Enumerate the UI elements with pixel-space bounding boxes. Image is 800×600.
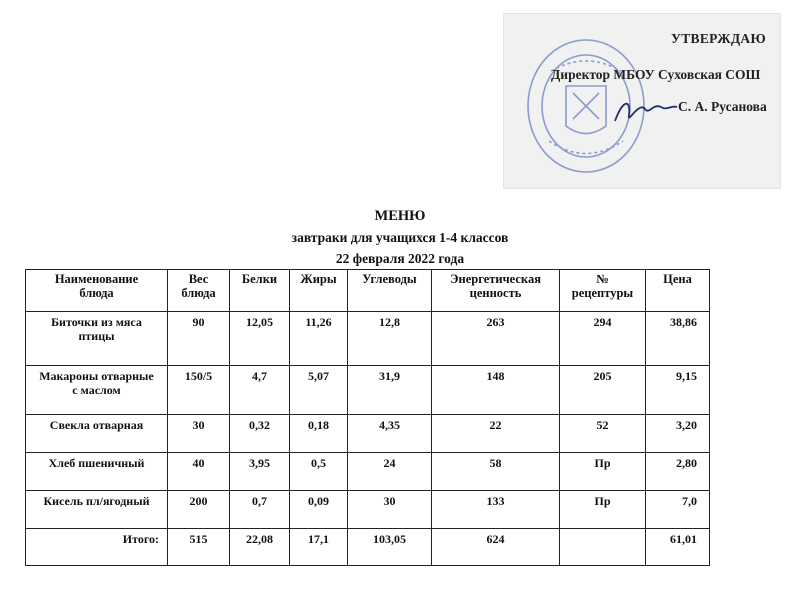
dish-fat: 0,18 xyxy=(290,415,348,453)
dish-weight: 90 xyxy=(168,312,230,366)
dish-price: 2,80 xyxy=(646,453,710,491)
dish-recipe: Пр xyxy=(560,491,646,529)
dish-price: 38,86 xyxy=(646,312,710,366)
dish-carbs: 31,9 xyxy=(348,366,432,415)
table-row xyxy=(26,366,710,415)
dish-carbs: 4,35 xyxy=(348,415,432,453)
dish-fat: 5,07 xyxy=(290,366,348,415)
dish-name: Биточки из мяса птицы xyxy=(26,312,168,366)
dish-weight: 30 xyxy=(168,415,230,453)
dish-recipe: Пр xyxy=(560,453,646,491)
dish-fat: 0,5 xyxy=(290,453,348,491)
table-header-row xyxy=(26,270,710,312)
menu-title: МЕНЮ xyxy=(374,208,426,224)
table-total-row xyxy=(26,529,710,566)
dish-fat: 0,09 xyxy=(290,491,348,529)
header-recipe-number: № рецептуры xyxy=(560,270,646,312)
header-dish-name: Наименование блюда xyxy=(26,270,168,312)
total-carbs: 103,05 xyxy=(348,529,432,566)
dish-energy: 58 xyxy=(432,453,560,491)
header-protein: Белки xyxy=(230,270,290,312)
dish-protein: 12,05 xyxy=(230,312,290,366)
menu-subtitle: завтраки для учащихся 1-4 классов xyxy=(291,230,509,245)
approval-heading: УТВЕРЖДАЮ xyxy=(671,31,766,46)
header-energy: Энергетическая ценность xyxy=(432,270,560,312)
dish-fat: 11,26 xyxy=(290,312,348,366)
menu-table xyxy=(25,269,710,566)
dish-recipe: 205 xyxy=(560,366,646,415)
table-row xyxy=(26,312,710,366)
header-weight: Вес блюда xyxy=(168,270,230,312)
dish-energy: 148 xyxy=(432,366,560,415)
dish-name: Хлеб пшеничный xyxy=(26,453,168,491)
dish-protein: 3,95 xyxy=(230,453,290,491)
dish-name: Свекла отварная xyxy=(26,415,168,453)
dish-weight: 150/5 xyxy=(168,366,230,415)
approval-position: Директор МБОУ Суховская СОШ xyxy=(551,67,761,82)
approval-signer-name: С. А. Русанова xyxy=(678,99,767,114)
signature-icon xyxy=(611,91,681,131)
dish-carbs: 30 xyxy=(348,491,432,529)
dish-recipe: 52 xyxy=(560,415,646,453)
table-row xyxy=(26,415,710,453)
total-price: 61,01 xyxy=(646,529,710,566)
total-label: Итого: xyxy=(26,529,168,566)
dish-protein: 0,7 xyxy=(230,491,290,529)
table-row xyxy=(26,453,710,491)
dish-weight: 40 xyxy=(168,453,230,491)
dish-price: 3,20 xyxy=(646,415,710,453)
total-energy: 624 xyxy=(432,529,560,566)
dish-price: 7,0 xyxy=(646,491,710,529)
approval-stamp-block xyxy=(503,13,781,189)
dish-energy: 263 xyxy=(432,312,560,366)
dish-name: Кисель пл/ягодный xyxy=(26,491,168,529)
total-fat: 17,1 xyxy=(290,529,348,566)
dish-recipe: 294 xyxy=(560,312,646,366)
menu-date: 22 февраля 2022 года xyxy=(335,251,465,266)
total-protein: 22,08 xyxy=(230,529,290,566)
dish-name: Макароны отварные с маслом xyxy=(26,366,168,415)
dish-price: 9,15 xyxy=(646,366,710,415)
dish-protein: 0,32 xyxy=(230,415,290,453)
dish-carbs: 24 xyxy=(348,453,432,491)
header-fat: Жиры xyxy=(290,270,348,312)
dish-energy: 22 xyxy=(432,415,560,453)
table-row xyxy=(26,491,710,529)
dish-energy: 133 xyxy=(432,491,560,529)
total-recipe xyxy=(560,529,646,566)
dish-protein: 4,7 xyxy=(230,366,290,415)
total-weight: 515 xyxy=(168,529,230,566)
header-carbs: Углеводы xyxy=(348,270,432,312)
dish-carbs: 12,8 xyxy=(348,312,432,366)
header-price: Цена xyxy=(646,270,710,312)
dish-weight: 200 xyxy=(168,491,230,529)
